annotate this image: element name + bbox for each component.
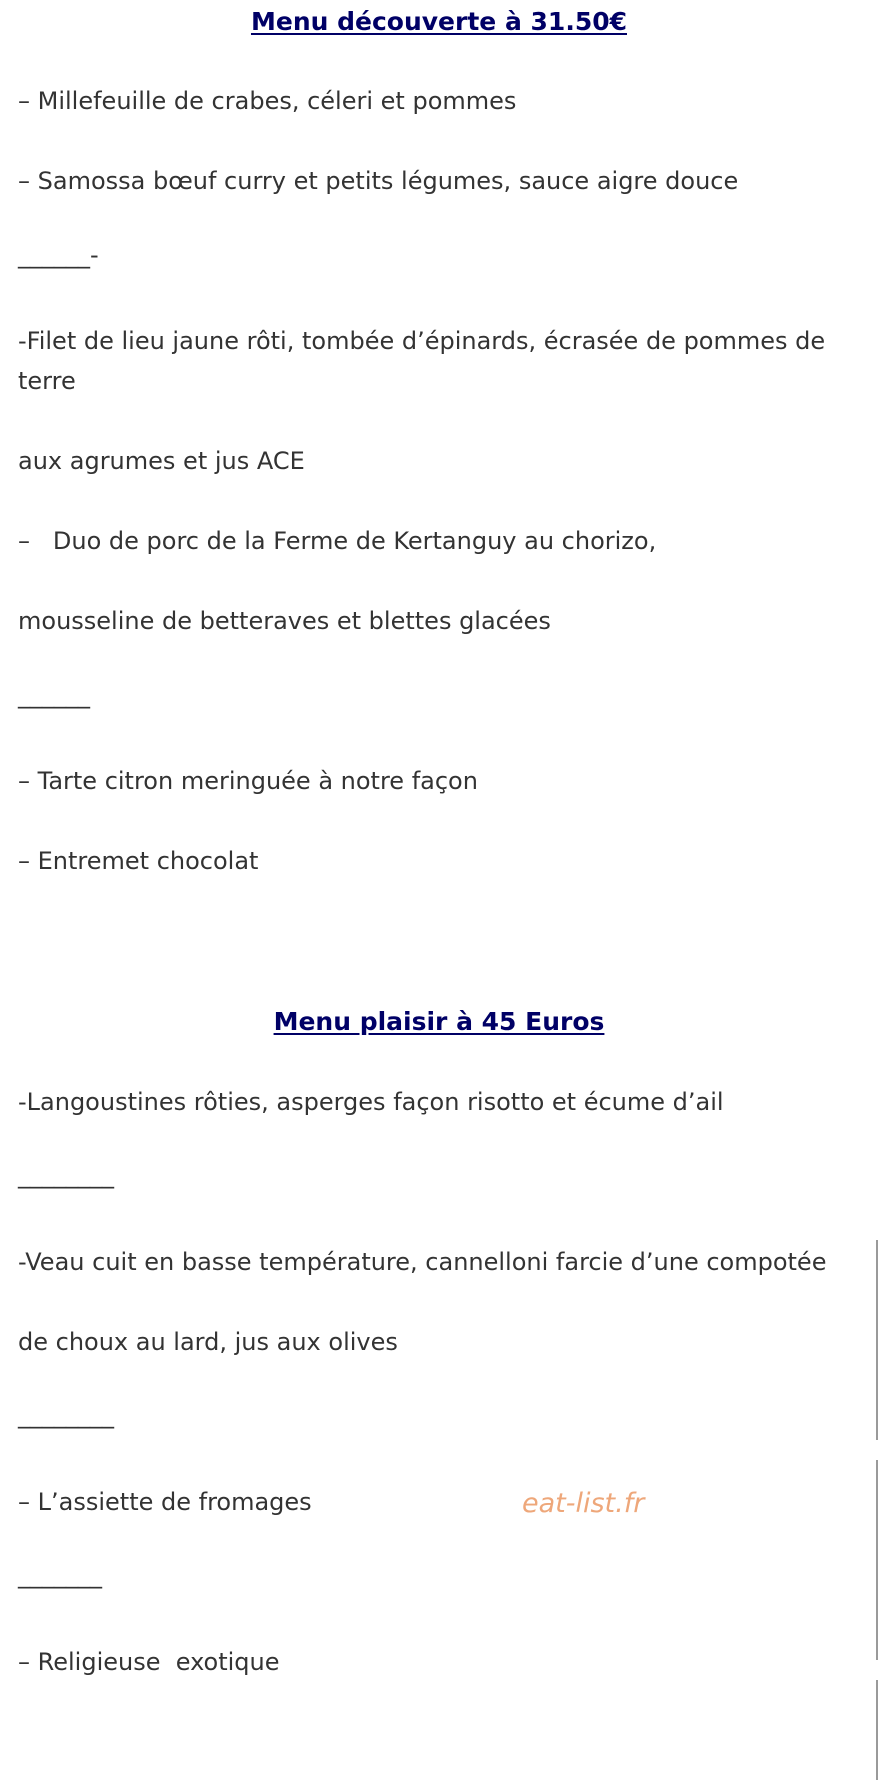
menu-line: – Millefeuille de crabes, céleri et pommes xyxy=(18,87,517,115)
menu-line: – Religieuse exotique xyxy=(18,1648,280,1676)
menu-line: aux agrumes et jus ACE xyxy=(18,447,305,475)
menu-line: – Samossa bœuf curry et petits légumes, sauce aigre douce xyxy=(18,167,739,195)
menu-line: – L’assiette de fromages xyxy=(18,1488,312,1516)
menu-line: terre xyxy=(18,367,76,395)
menu-line: – Entremet chocolat xyxy=(18,847,259,875)
menu-separator: _______ xyxy=(18,1561,102,1589)
menu-line: de choux au lard, jus aux olives xyxy=(18,1328,398,1356)
menu-line: -Veau cuit en basse température, cannelloni farcie d’une compotée xyxy=(18,1248,827,1276)
menu-line: mousseline de betteraves et blettes glacées xyxy=(18,607,551,635)
menu-separator: ______- xyxy=(18,241,99,269)
menu-line: – Duo de porc de la Ferme de Kertanguy au chorizo, xyxy=(18,527,657,555)
watermark: eat-list.fr xyxy=(522,1488,645,1519)
menu-separator: ________ xyxy=(18,1401,114,1429)
menu-plaisir-title: Menu plaisir à 45 Euros xyxy=(273,1007,605,1036)
menu-decouverte-title: Menu découverte à 31.50€ xyxy=(250,7,627,36)
menu-line: -Filet de lieu jaune rôti, tombée d’épinards, écrasée de pommes de xyxy=(18,327,826,355)
menu-line: -Langoustines rôties, asperges façon risotto et écume d’ail xyxy=(18,1088,724,1116)
menu-separator: ________ xyxy=(18,1161,114,1189)
menu-line: – Tarte citron meringuée à notre façon xyxy=(18,767,478,795)
menu-separator: ______ xyxy=(18,681,90,709)
